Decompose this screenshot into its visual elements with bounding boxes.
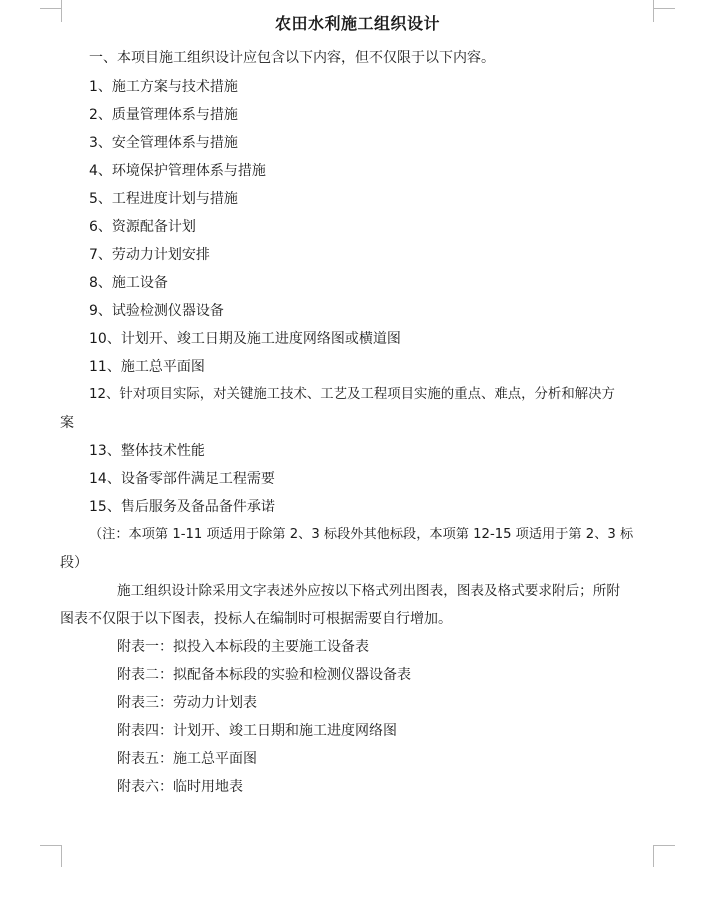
list-item: 11、施工总平面图 <box>89 359 205 375</box>
appendix-item: 附表四：计划开、竣工日期和施工进度网络图 <box>117 723 397 739</box>
note-line-continuation: 段） <box>60 555 88 571</box>
appendix-item: 附表五：施工总平面图 <box>117 751 257 767</box>
appendix-item: 附表二：拟配备本标段的实验和检测仪器设备表 <box>117 667 411 683</box>
paragraph-line: 施工组织设计除采用文字表述外应按以下格式列出图表，图表及格式要求附后；所附 <box>117 583 620 599</box>
list-item: 3、安全管理体系与措施 <box>89 135 238 151</box>
list-item: 1、施工方案与技术措施 <box>89 79 238 95</box>
list-item: 6、资源配备计划 <box>89 219 196 235</box>
list-item: 10、计划开、竣工日期及施工进度网络图或横道图 <box>89 331 401 347</box>
document-title: 农田水利施工组织设计 <box>274 14 440 33</box>
list-item: 5、工程进度计划与措施 <box>89 191 238 207</box>
crop-mark-bottom-right-h <box>653 845 675 846</box>
crop-mark-bottom-right-v <box>653 845 654 867</box>
list-item: 14、设备零部件满足工程需要 <box>89 471 275 487</box>
list-item-continuation: 案 <box>60 415 74 431</box>
note-line: （注：本项第 1-11 项适用于除第 2、3 标段外其他标段，本项第 12-15 项适用于第 2、3 标 <box>89 527 634 542</box>
crop-mark-bottom-left-h <box>40 845 62 846</box>
list-item: 13、整体技术性能 <box>89 443 205 459</box>
crop-mark-bottom-left-v <box>61 845 62 867</box>
appendix-item: 附表一：拟投入本标段的主要施工设备表 <box>117 639 369 655</box>
list-item: 9、试验检测仪器设备 <box>89 303 224 319</box>
list-item: 7、劳动力计划安排 <box>89 247 210 263</box>
intro-line: 一、本项目施工组织设计应包含以下内容，但不仅限于以下内容。 <box>89 50 495 66</box>
list-item: 12、针对项目实际，对关键施工技术、工艺及工程项目实施的重点、难点，分析和解决方 <box>89 387 615 402</box>
list-item: 15、售后服务及备品备件承诺 <box>89 499 275 515</box>
list-item: 4、环境保护管理体系与措施 <box>89 163 266 179</box>
crop-mark-top-left-h <box>40 8 62 9</box>
crop-mark-top-right-h <box>653 8 675 9</box>
appendix-item: 附表六：临时用地表 <box>117 779 243 795</box>
appendix-item: 附表三：劳动力计划表 <box>117 695 257 711</box>
paragraph-line: 图表不仅限于以下图表，投标人在编制时可根据需要自行增加。 <box>60 611 452 627</box>
list-item: 2、质量管理体系与措施 <box>89 107 238 123</box>
list-item: 8、施工设备 <box>89 275 168 291</box>
